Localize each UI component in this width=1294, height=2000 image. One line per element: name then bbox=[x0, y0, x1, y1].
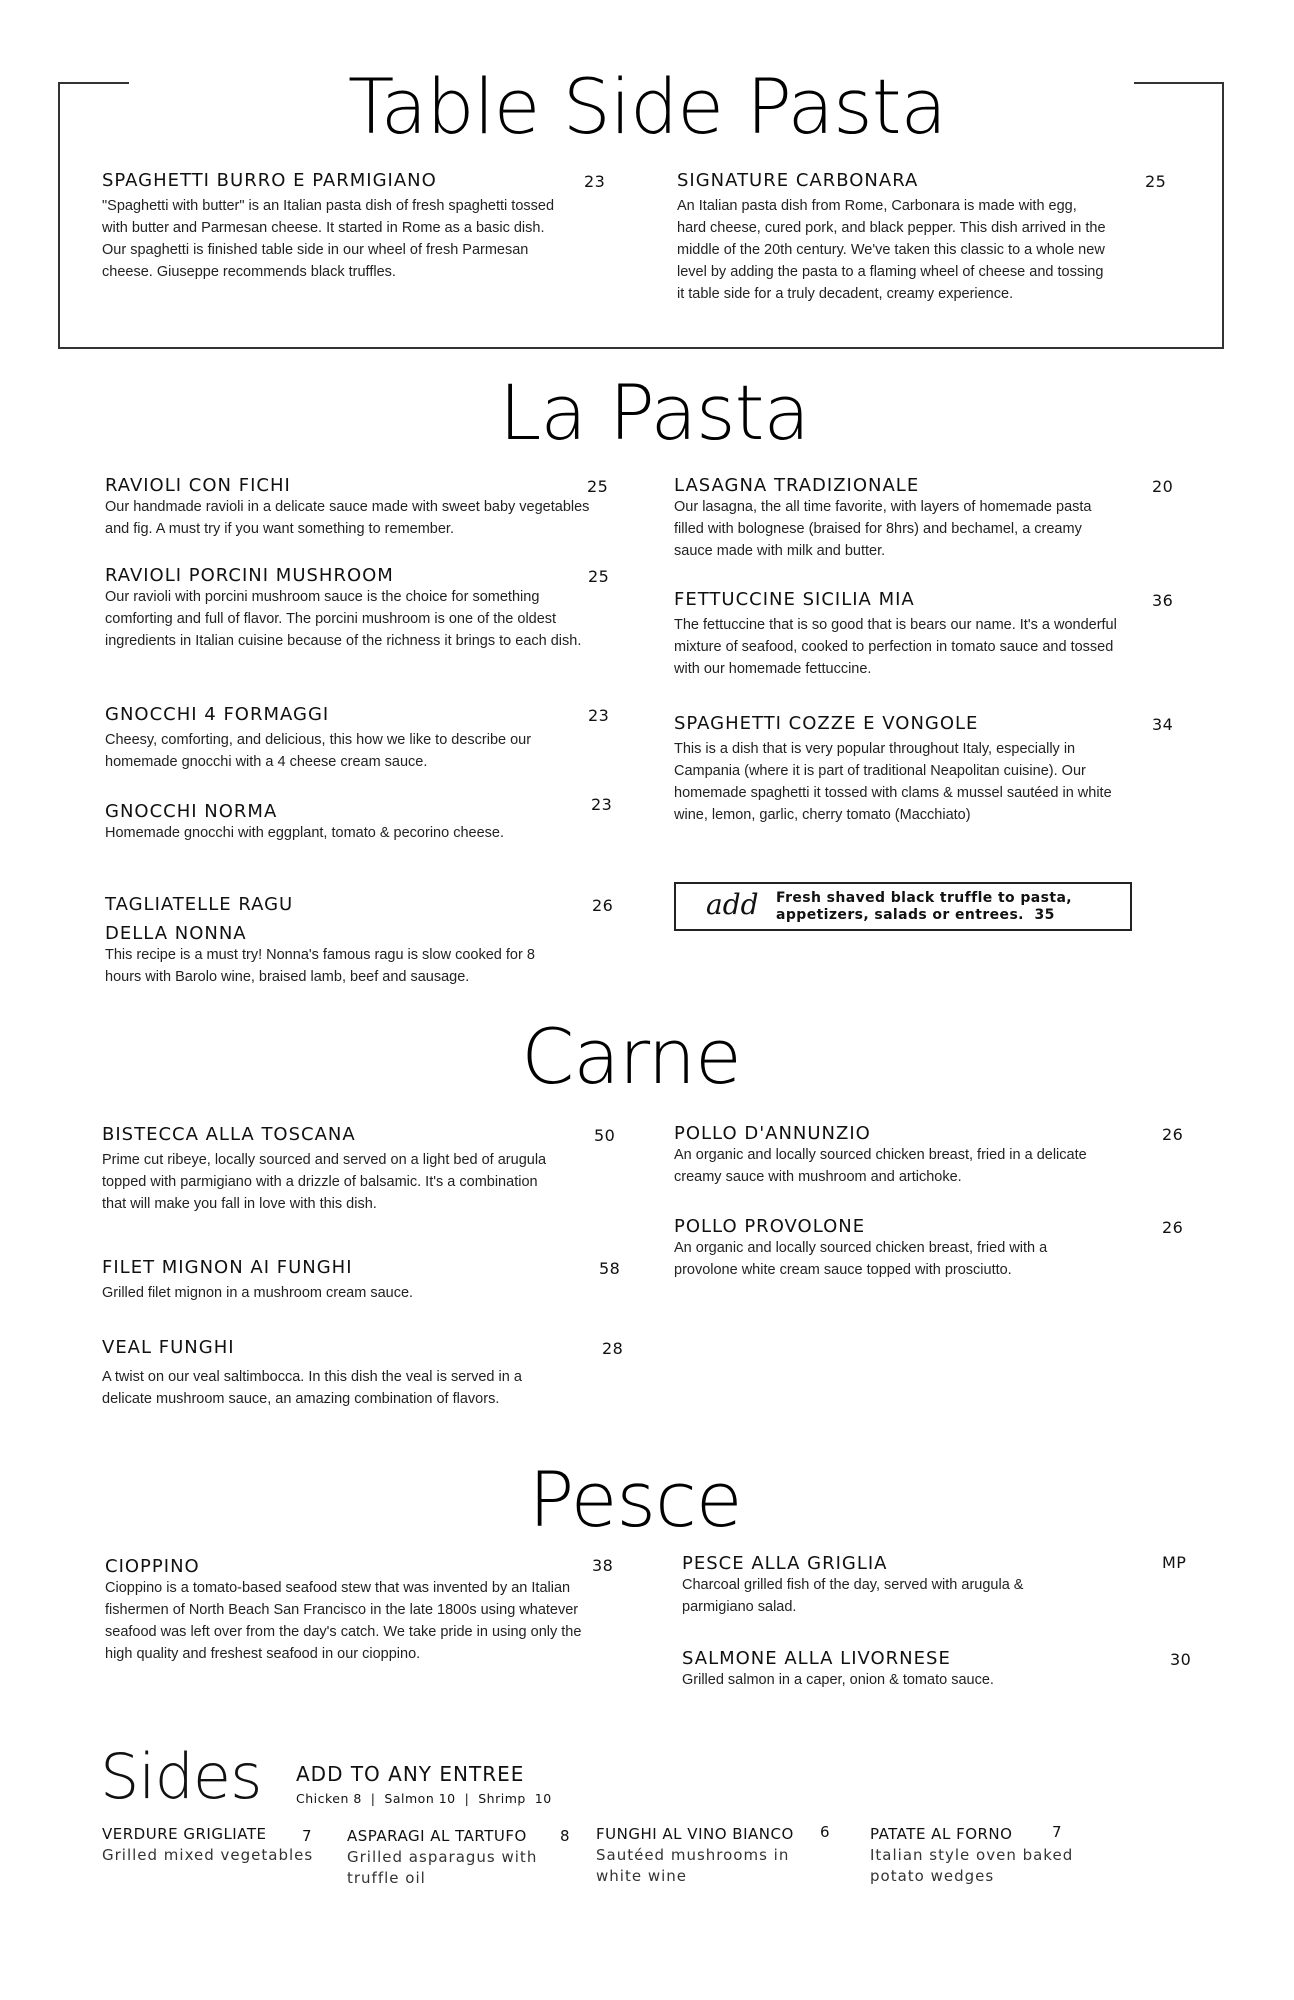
side-description: Grilled asparagus with truffle oil bbox=[347, 1848, 538, 1887]
item-name: POLLO D'ANNUNZIO bbox=[674, 1123, 871, 1144]
side-item bbox=[870, 1825, 1100, 1887]
item-name: POLLO PROVOLONE bbox=[674, 1216, 866, 1237]
item-name: FILET MIGNON AI FUNGHI bbox=[102, 1257, 353, 1278]
truffle-addon-box bbox=[674, 882, 1132, 931]
item-name: SPAGHETTI COZZE E VONGOLE bbox=[674, 713, 979, 734]
menu-item bbox=[105, 894, 614, 988]
item-name: TAGLIATELLE RAGU bbox=[105, 894, 294, 915]
item-description: Cioppino is a tomato-based seafood stew that was invented by an Italian fishermen of North Beach San Francisco in the late 1800s using whatever seafood was left over from the day's catch. We take pride in using only the high quality and freshest seafood in our cioppino. bbox=[105, 1580, 582, 1662]
item-price: 28 bbox=[602, 1339, 624, 1358]
side-item bbox=[596, 1825, 846, 1887]
item-name: CIOPPINO bbox=[105, 1556, 200, 1577]
item-description: This recipe is a must try! Nonna's famous ragu is slow cooked for 8 hours with Barolo wine, braised lamb, beef and sausage. bbox=[105, 947, 535, 985]
item-description: Grilled salmon in a caper, onion & tomato sauce. bbox=[682, 1672, 994, 1688]
side-description: Italian style oven baked potato wedges bbox=[870, 1846, 1074, 1885]
item-name: GNOCCHI 4 FORMAGGI bbox=[105, 704, 330, 725]
menu-item bbox=[105, 1556, 625, 1665]
item-description: Homemade gnocchi with eggplant, tomato & pecorino cheese. bbox=[105, 825, 504, 841]
item-name: SIGNATURE CARBONARA bbox=[677, 170, 919, 191]
side-name: VERDURE GRIGLIATE bbox=[102, 1825, 267, 1843]
item-description: An organic and locally sourced chicken breast, fried with a provolone white cream sauce topped with prosciutto. bbox=[674, 1240, 1048, 1278]
menu-item bbox=[105, 475, 609, 540]
item-price: 20 bbox=[1152, 477, 1174, 496]
item-name: RAVIOLI CON FICHI bbox=[105, 475, 291, 496]
side-price: 8 bbox=[560, 1827, 570, 1845]
item-description: An organic and locally sourced chicken breast, fried in a delicate creamy sauce with mushroom and artichoke. bbox=[674, 1147, 1087, 1185]
side-description: Grilled mixed vegetables bbox=[102, 1846, 314, 1864]
item-name: FETTUCCINE SICILIA MIA bbox=[674, 589, 915, 610]
item-price: 26 bbox=[592, 896, 614, 915]
menu-item bbox=[674, 1123, 1194, 1188]
item-description: Our lasagna, the all time favorite, with layers of homemade pasta filled with bolognese (braised for 8hrs) and bechamel, a creamy sauce made with milk and butter. bbox=[674, 499, 1092, 559]
item-description: Cheesy, comforting, and delicious, this how we like to describe our homemade gnocchi with a 4 cheese cream sauce. bbox=[105, 732, 532, 770]
item-name: LASAGNA TRADIZIONALE bbox=[674, 475, 920, 496]
side-item bbox=[102, 1825, 332, 1866]
item-price: 50 bbox=[594, 1126, 616, 1145]
side-name: ASPARAGI AL TARTUFO bbox=[347, 1827, 527, 1845]
item-name: VEAL FUNGHI bbox=[102, 1337, 235, 1358]
item-description: An Italian pasta dish from Rome, Carbonara is made with egg, hard cheese, cured pork, and black pepper. This dish arrived in the middle of the 20th century. We've taken this classic to a whole new level by adding the pasta to a flaming wheel of cheese and tossing it table side for a truly decadent, creamy experience. bbox=[677, 198, 1106, 302]
menu-item bbox=[102, 1257, 622, 1304]
sides-title: Sides bbox=[100, 1740, 262, 1813]
item-price: 30 bbox=[1170, 1650, 1192, 1669]
menu-item bbox=[682, 1553, 1202, 1618]
menu-item bbox=[674, 1216, 1194, 1281]
side-price: 7 bbox=[1052, 1823, 1062, 1841]
menu-item bbox=[674, 475, 1194, 562]
item-name: RAVIOLI PORCINI MUSHROOM bbox=[105, 565, 394, 586]
menu-item bbox=[682, 1648, 1202, 1691]
addon-label: add bbox=[706, 888, 759, 921]
item-description: Grilled filet mignon in a mushroom cream sauce. bbox=[102, 1285, 414, 1301]
table-side-title: Table Side Pasta bbox=[347, 62, 947, 151]
la-pasta-title: La Pasta bbox=[498, 368, 810, 457]
item-price: 26 bbox=[1162, 1125, 1184, 1144]
item-price: 23 bbox=[584, 172, 606, 191]
item-description: The fettuccine that is so good that is bears our name. It's a wonderful mixture of seafood, cooked to perfection in tomato sauce and tossed with our homemade fettuccine. bbox=[674, 617, 1117, 677]
menu-item bbox=[105, 565, 610, 652]
side-name: PATATE AL FORNO bbox=[870, 1825, 1013, 1843]
item-name: PESCE ALLA GRIGLIA bbox=[682, 1553, 888, 1574]
side-price: 7 bbox=[302, 1827, 312, 1845]
item-price: 25 bbox=[587, 477, 609, 496]
item-description: A twist on our veal saltimbocca. In this dish the veal is served in a delicate mushroom sauce, an amazing combination of flavors. bbox=[102, 1369, 522, 1407]
item-name: BISTECCA ALLA TOSCANA bbox=[102, 1124, 356, 1145]
item-price: 25 bbox=[588, 567, 610, 586]
item-name: GNOCCHI NORMA bbox=[105, 801, 278, 822]
item-price: 26 bbox=[1162, 1218, 1184, 1237]
menu-item bbox=[102, 170, 606, 283]
menu-item bbox=[674, 589, 1194, 680]
item-price: 23 bbox=[588, 706, 610, 725]
item-price: 25 bbox=[1145, 172, 1167, 191]
item-name-line2: DELLA NONNA bbox=[105, 923, 247, 944]
item-price: MP bbox=[1162, 1553, 1187, 1572]
menu-item bbox=[105, 704, 610, 773]
menu-item bbox=[102, 1124, 622, 1215]
item-description: This is a dish that is very popular throughout Italy, especially in Campania (where it is part of traditional Neapolitan cuisine). Our homemade spaghetti it tossed with clams & mussel sautéed in white wine, lemon, garlic, cherry tomato (Macchiato) bbox=[674, 741, 1112, 823]
side-item bbox=[347, 1827, 577, 1889]
item-name: SPAGHETTI BURRO E PARMIGIANO bbox=[102, 170, 437, 191]
carne-title: Carne bbox=[521, 1012, 741, 1101]
menu-item bbox=[105, 795, 613, 844]
addon-text-line1: Fresh shaved black truffle to pasta, bbox=[776, 890, 1073, 906]
menu-item bbox=[677, 170, 1177, 305]
add-to-entree-options: Chicken 8 | Salmon 10 | Shrimp 10 bbox=[296, 1791, 552, 1806]
add-to-entree-heading: ADD TO ANY ENTREE bbox=[296, 1762, 525, 1786]
addon-text-line2: appetizers, salads or entrees. 35 bbox=[776, 907, 1055, 923]
item-description: Our ravioli with porcini mushroom sauce is the choice for something comforting and full of flavor. The porcini mushroom is one of the oldest ingredients in Italian cuisine because of the richness it brings to each dish. bbox=[105, 589, 582, 649]
item-description: Charcoal grilled fish of the day, served with arugula & parmigiano salad. bbox=[682, 1577, 1024, 1615]
side-price: 6 bbox=[820, 1823, 830, 1841]
item-price: 38 bbox=[592, 1556, 614, 1575]
pesce-title: Pesce bbox=[528, 1455, 742, 1544]
menu-item bbox=[102, 1337, 622, 1410]
side-description: Sautéed mushrooms in white wine bbox=[596, 1846, 790, 1885]
item-price: 36 bbox=[1152, 591, 1174, 610]
item-description: Prime cut ribeye, locally sourced and served on a light bed of arugula topped with parmigiano with a drizzle of balsamic. It's a combination that will make you fall in love with this dish. bbox=[102, 1152, 547, 1212]
item-description: Our handmade ravioli in a delicate sauce made with sweet baby vegetables and fig. A must try if you want something to remember. bbox=[105, 499, 590, 537]
menu-item bbox=[674, 713, 1194, 826]
item-price: 23 bbox=[591, 795, 613, 814]
side-name: FUNGHI AL VINO BIANCO bbox=[596, 1825, 794, 1843]
item-description: "Spaghetti with butter" is an Italian pasta dish of fresh spaghetti tossed with butter and Parmesan cheese. It started in Rome as a basic dish. Our spaghetti is finished table side in our wheel of fresh Parmesan cheese. Giuseppe recommends black truffles. bbox=[102, 198, 555, 280]
item-name: SALMONE ALLA LIVORNESE bbox=[682, 1648, 951, 1669]
item-price: 58 bbox=[599, 1259, 621, 1278]
item-price: 34 bbox=[1152, 715, 1174, 734]
